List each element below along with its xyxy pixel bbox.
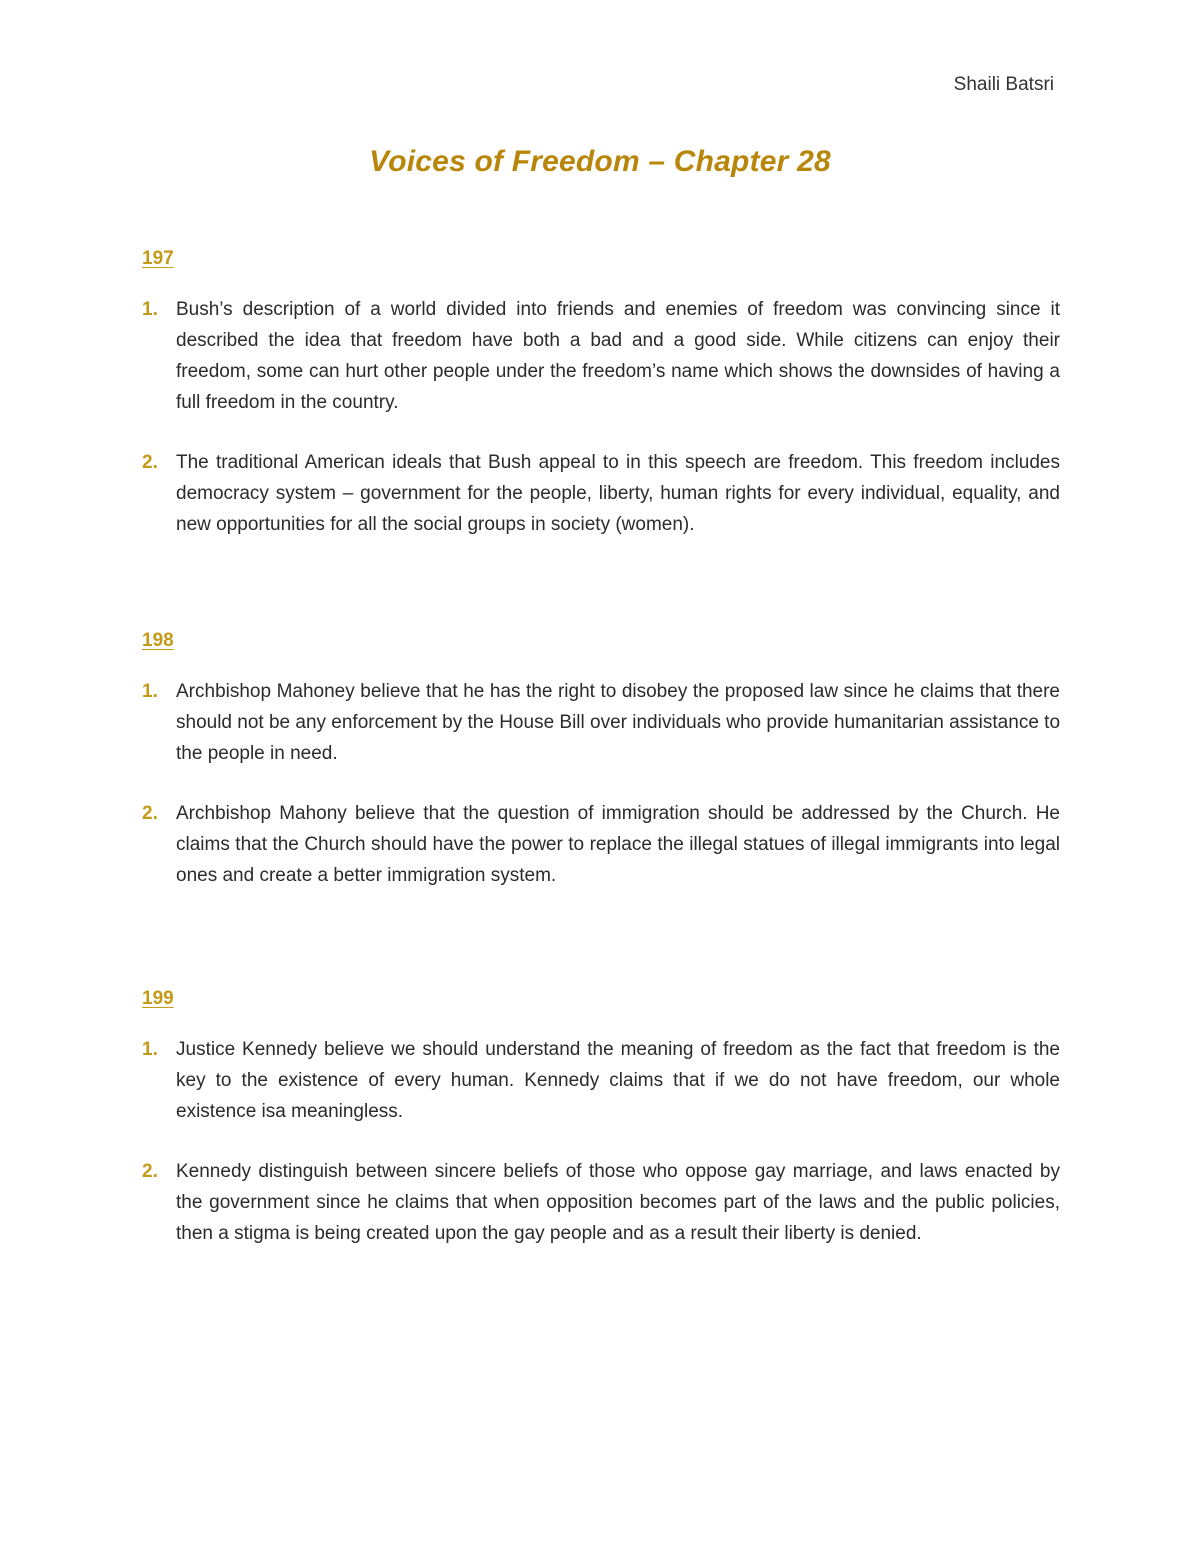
answer-number: 1. (142, 1039, 158, 1060)
document-title: Voices of Freedom – Chapter 28 (369, 145, 831, 178)
answer-text: Bush’s description of a world divided into friends and enemies of freedom was convincing since it described the idea that freedom have both a bad and a good side. While citizens can enjoy their freedom, some can hurt other people under the freedom’s name which shows the downsides of having a full freedom in the country. (176, 299, 1060, 413)
answer-number: 1. (142, 681, 158, 702)
answer-number: 2. (142, 803, 158, 824)
answer-item (142, 447, 1060, 540)
answer-number: 2. (142, 1161, 158, 1182)
answer-number: 1. (142, 299, 158, 320)
section-heading: 199 (142, 988, 174, 1009)
section-198 (142, 628, 1060, 920)
answer-text: Archbishop Mahony believe that the question of immigration should be addressed by the Church. He claims that the Church should have the power to replace the illegal statues of illegal immigrants into legal ones and create a better immigration system. (176, 803, 1060, 886)
answer-item (142, 1156, 1060, 1249)
answer-item (142, 294, 1060, 418)
section-199 (142, 986, 1060, 1278)
answer-item (142, 798, 1060, 891)
section-197 (142, 246, 1060, 569)
answer-text: Archbishop Mahoney believe that he has the right to disobey the proposed law since he claims that there should not be any enforcement by the House Bill over individuals who provide humanitarian assistance to the people in need. (176, 681, 1061, 764)
section-heading: 197 (142, 248, 174, 269)
answer-text: Kennedy distinguish between sincere beliefs of those who oppose gay marriage, and laws enacted by the government since he claims that when opposition becomes part of the laws and the public policies, then a stigma is being created upon the gay people and as a result their liberty is denied. (176, 1161, 1060, 1244)
answer-item (142, 1034, 1060, 1127)
answer-text: Justice Kennedy believe we should understand the meaning of freedom as the fact that freedom is the key to the existence of every human. Kennedy claims that if we do not have freedom, our whole existence isa meaningless. (176, 1039, 1060, 1122)
answer-item (142, 676, 1060, 769)
author-name: Shaili Batsri (953, 74, 1054, 95)
answer-number: 2. (142, 452, 158, 473)
section-heading: 198 (142, 630, 174, 651)
answer-text: The traditional American ideals that Bush appeal to in this speech are freedom. This freedom includes democracy system – government for the people, liberty, human rights for every individual, equality, and new opportunities for all the social groups in society (women). (176, 452, 1060, 535)
